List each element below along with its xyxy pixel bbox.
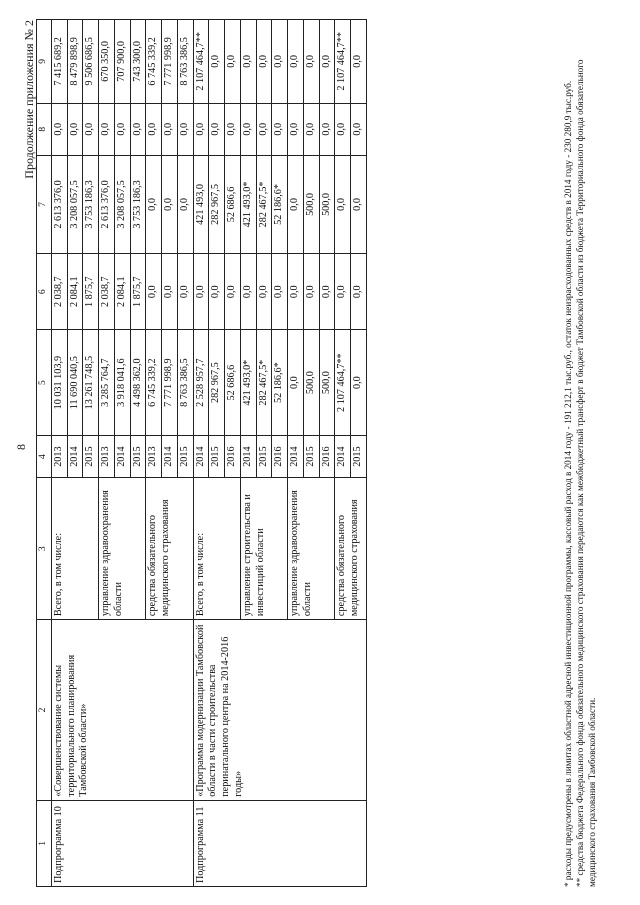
- value-cell: 4 498 362,0: [130, 330, 146, 435]
- subprogram-name: «Программа модернизации Тамбовской области в части строительства перинатального центра на 2014-2016 годы»: [193, 620, 366, 801]
- value-cell: 0,0: [177, 155, 193, 253]
- year-cell: 2016: [272, 435, 288, 477]
- value-cell: 0,0: [272, 254, 288, 330]
- value-cell: 0,0: [146, 103, 162, 155]
- funding-source: Всего, в том числе:: [193, 478, 240, 620]
- value-cell: 500,0: [303, 155, 319, 253]
- value-cell: 0,0: [240, 254, 256, 330]
- col-header: 1: [37, 800, 52, 886]
- subprogram-name: «Совершенствование системы территориального планирования Тамбовской области»: [51, 620, 193, 801]
- value-cell: 9 506 686,5: [83, 20, 99, 104]
- value-cell: 0,0: [51, 103, 67, 155]
- value-cell: 0,0: [272, 103, 288, 155]
- value-cell: 0,0: [146, 254, 162, 330]
- value-cell: 0,0: [351, 254, 367, 330]
- year-cell: 2014: [162, 435, 178, 477]
- value-cell: 282 967,5: [209, 330, 225, 435]
- footnote: ** средства бюджета Федерального фонда обязательного медицинского страхования передаются как межбюджетный трансферт в бюджет Тамбовской области из бюджета Территориального фонда обязательного медицинского страхования Тамбовской области.: [574, 59, 597, 887]
- value-cell: 0,0: [335, 103, 351, 155]
- value-cell: 8 763 386,5: [177, 330, 193, 435]
- col-header: 9: [37, 20, 52, 104]
- value-cell: 8 763 386,5: [177, 20, 193, 104]
- value-cell: 707 900,0: [114, 20, 130, 104]
- value-cell: 0,0: [319, 254, 335, 330]
- value-cell: 13 261 748,5: [83, 330, 99, 435]
- footnote: * расходы предусмотрены в лимитах областной адресной инвестиционной программы, кассовый расход в 2014 году - 191 212,1 тыс.руб., остаток неизрасходованных средств в 2014 году - 230 280,9 тыс.руб.: [563, 80, 573, 887]
- value-cell: 7 771 998,9: [162, 20, 178, 104]
- value-cell: 0,0: [303, 103, 319, 155]
- funding-source: средства обязательного медицинского страхования: [146, 478, 193, 620]
- value-cell: 0,0: [288, 254, 304, 330]
- value-cell: 6 745 339,2: [146, 20, 162, 104]
- table-row: [193, 20, 209, 887]
- value-cell: 0,0: [272, 20, 288, 104]
- value-cell: 0,0: [209, 254, 225, 330]
- value-cell: 3 208 057,5: [67, 155, 83, 253]
- col-header: 6: [37, 254, 52, 330]
- value-cell: 2 613 376,0: [99, 155, 115, 253]
- value-cell: 1 875,7: [83, 254, 99, 330]
- value-cell: 0,0: [130, 103, 146, 155]
- year-cell: 2015: [177, 435, 193, 477]
- value-cell: 3 918 041,6: [114, 330, 130, 435]
- value-cell: 0,0: [225, 103, 241, 155]
- value-cell: 282 967,5: [209, 155, 225, 253]
- value-cell: 2 038,7: [51, 254, 67, 330]
- value-cell: 2 084,1: [114, 254, 130, 330]
- value-cell: 0,0: [256, 103, 272, 155]
- year-cell: 2015: [256, 435, 272, 477]
- value-cell: 0,0: [288, 155, 304, 253]
- value-cell: 0,0: [146, 155, 162, 253]
- year-cell: 2014: [240, 435, 256, 477]
- funding-source: средства обязательного медицинского страхования: [335, 478, 367, 620]
- value-cell: 0,0: [288, 330, 304, 435]
- value-cell: 0,0: [225, 20, 241, 104]
- value-cell: 0,0: [209, 103, 225, 155]
- value-cell: 500,0: [303, 330, 319, 435]
- value-cell: 0,0: [335, 155, 351, 253]
- value-cell: 0,0: [351, 330, 367, 435]
- value-cell: 0,0: [288, 103, 304, 155]
- value-cell: 7 415 689,2: [51, 20, 67, 104]
- value-cell: 0,0: [114, 103, 130, 155]
- value-cell: 0,0: [162, 155, 178, 253]
- header-row: [37, 20, 52, 887]
- year-cell: 2015: [209, 435, 225, 477]
- year-cell: 2016: [225, 435, 241, 477]
- value-cell: 0,0: [240, 20, 256, 104]
- value-cell: 3 753 186,3: [130, 155, 146, 253]
- year-cell: 2015: [303, 435, 319, 477]
- year-cell: 2013: [99, 435, 115, 477]
- col-header: 8: [37, 103, 52, 155]
- year-cell: 2016: [319, 435, 335, 477]
- value-cell: 282 467,5*: [256, 330, 272, 435]
- value-cell: 11 690 040,5: [67, 330, 83, 435]
- value-cell: 3 753 186,3: [83, 155, 99, 253]
- value-cell: 421 493,0*: [240, 155, 256, 253]
- value-cell: 0,0: [162, 254, 178, 330]
- value-cell: 3 208 057,5: [114, 155, 130, 253]
- value-cell: 2 107 464,7**: [335, 20, 351, 104]
- footnotes: [563, 19, 599, 887]
- value-cell: 52 186,6*: [272, 155, 288, 253]
- table-row: [51, 20, 67, 887]
- value-cell: 0,0: [162, 103, 178, 155]
- value-cell: 52 686,6: [225, 330, 241, 435]
- value-cell: 0,0: [256, 254, 272, 330]
- value-cell: 2 107 464,7**: [193, 20, 209, 104]
- col-header: 2: [37, 620, 52, 801]
- value-cell: 0,0: [177, 254, 193, 330]
- value-cell: 743 300,0: [130, 20, 146, 104]
- value-cell: 0,0: [256, 20, 272, 104]
- continuation-title: Продолжение приложения № 2: [22, 20, 36, 179]
- subprogram-code: Подпрограмма 10: [51, 800, 193, 886]
- value-cell: 6 745 339,2: [146, 330, 162, 435]
- subprogram-code: Подпрограмма 11: [193, 800, 366, 886]
- value-cell: 0,0: [288, 20, 304, 104]
- value-cell: 0,0: [351, 20, 367, 104]
- funding-source: Всего, в том числе:: [51, 478, 98, 620]
- col-header: 7: [37, 155, 52, 253]
- year-cell: 2014: [288, 435, 304, 477]
- value-cell: 0,0: [319, 103, 335, 155]
- year-cell: 2014: [193, 435, 209, 477]
- year-cell: 2015: [351, 435, 367, 477]
- col-header: 5: [37, 330, 52, 435]
- value-cell: 2 613 376,0: [51, 155, 67, 253]
- value-cell: 2 038,7: [99, 254, 115, 330]
- value-cell: 421 493,0*: [240, 330, 256, 435]
- value-cell: 0,0: [351, 155, 367, 253]
- value-cell: 0,0: [303, 20, 319, 104]
- col-header: 4: [37, 435, 52, 477]
- value-cell: 2 084,1: [67, 254, 83, 330]
- value-cell: 0,0: [225, 254, 241, 330]
- value-cell: 500,0: [319, 330, 335, 435]
- col-header: 3: [37, 478, 52, 620]
- year-cell: 2014: [335, 435, 351, 477]
- funding-source: управление здравоохранения области: [99, 478, 146, 620]
- value-cell: 52 686,6: [225, 155, 241, 253]
- year-cell: 2015: [130, 435, 146, 477]
- value-cell: 2 107 464,7**: [335, 330, 351, 435]
- value-cell: 421 493,0: [193, 155, 209, 253]
- budget-table: [36, 19, 367, 887]
- year-cell: 2013: [51, 435, 67, 477]
- value-cell: 1 875,7: [130, 254, 146, 330]
- value-cell: 0,0: [99, 103, 115, 155]
- value-cell: 0,0: [177, 103, 193, 155]
- value-cell: 0,0: [193, 103, 209, 155]
- value-cell: 0,0: [303, 254, 319, 330]
- value-cell: 7 771 998,9: [162, 330, 178, 435]
- value-cell: 0,0: [351, 103, 367, 155]
- page-number: 8: [14, 444, 28, 450]
- value-cell: 0,0: [335, 254, 351, 330]
- year-cell: 2014: [67, 435, 83, 477]
- value-cell: 8 479 898,9: [67, 20, 83, 104]
- value-cell: 0,0: [209, 20, 225, 104]
- year-cell: 2015: [83, 435, 99, 477]
- value-cell: 52 186,6*: [272, 330, 288, 435]
- value-cell: 0,0: [319, 20, 335, 104]
- funding-source: управление здравоохранения области: [288, 478, 335, 620]
- value-cell: 3 285 764,7: [99, 330, 115, 435]
- value-cell: 0,0: [193, 254, 209, 330]
- value-cell: 282 467,5*: [256, 155, 272, 253]
- value-cell: 0,0: [83, 103, 99, 155]
- value-cell: 2 528 957,7: [193, 330, 209, 435]
- value-cell: 500,0: [319, 155, 335, 253]
- value-cell: 670 350,0: [99, 20, 115, 104]
- value-cell: 0,0: [67, 103, 83, 155]
- value-cell: 10 031 103,9: [51, 330, 67, 435]
- value-cell: 0,0: [240, 103, 256, 155]
- year-cell: 2014: [114, 435, 130, 477]
- funding-source: управление строительства и инвестиций области: [240, 478, 287, 620]
- year-cell: 2013: [146, 435, 162, 477]
